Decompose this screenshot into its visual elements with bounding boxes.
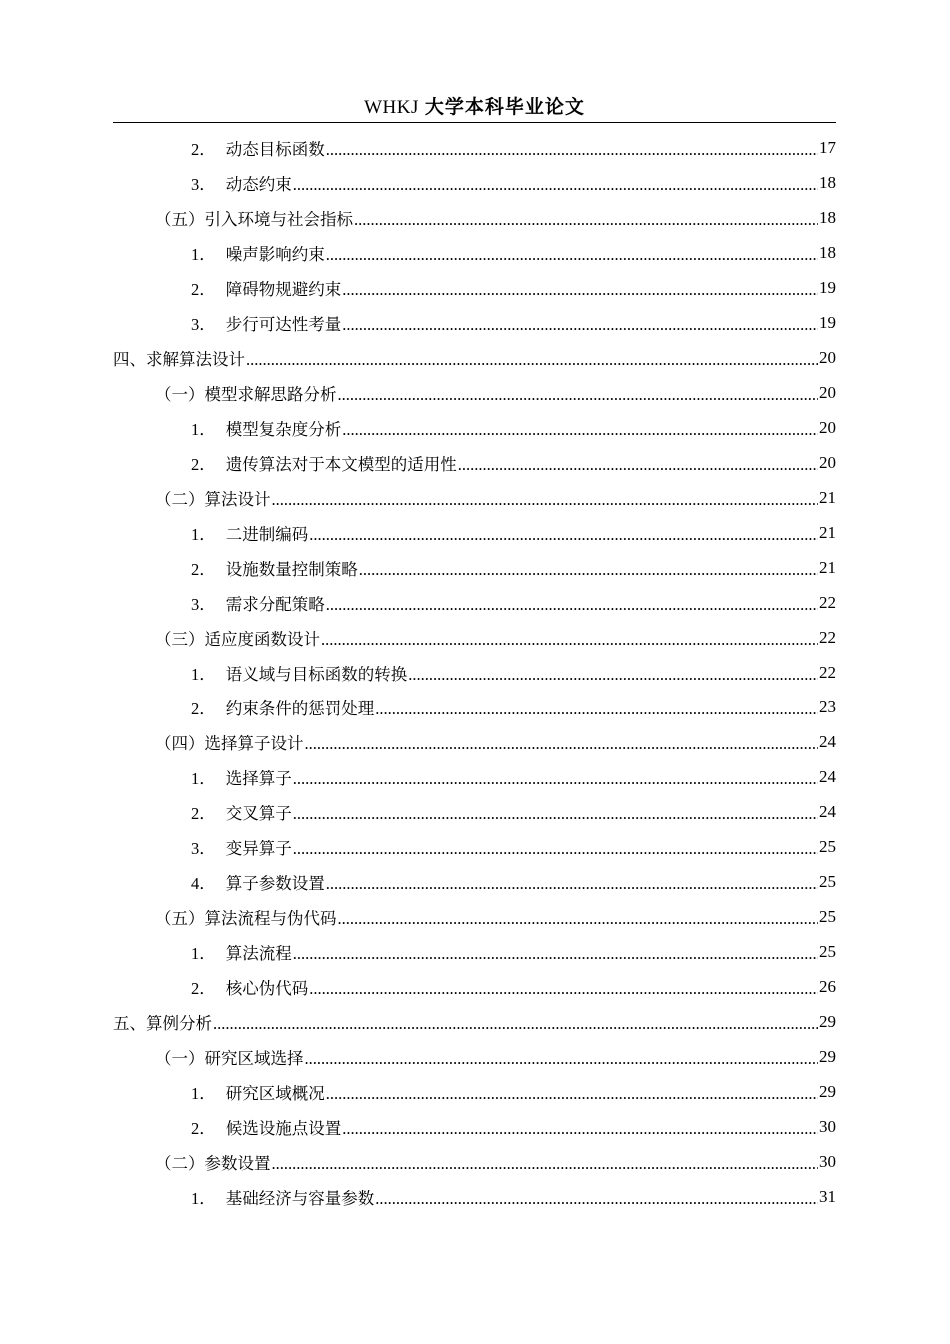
toc-entry[interactable] (113, 376, 836, 411)
toc-entry[interactable] (113, 1144, 836, 1179)
toc-entry-number: 1． (191, 419, 216, 439)
toc-dot-leader (338, 907, 819, 927)
toc-dot-leader (326, 1082, 818, 1102)
toc-entry-number: 2． (191, 140, 216, 160)
toc-entry[interactable] (113, 620, 836, 655)
toc-entry-text: 候选设施点设置 (225, 1118, 342, 1138)
toc-entry-number: 1． (191, 1083, 216, 1103)
toc-page-number: 24 (819, 767, 836, 787)
toc-entry-title (191, 556, 358, 580)
toc-dot-leader (246, 348, 818, 368)
toc-dot-leader (293, 837, 818, 857)
toc-page-number: 20 (819, 348, 836, 368)
toc-entry-title (191, 835, 292, 859)
toc-dot-leader (293, 942, 818, 962)
header-title-text: 大学本科毕业论文 (424, 96, 585, 118)
toc-page-number: 17 (819, 138, 836, 158)
toc-entry-text: 基础经济与容量参数 (225, 1188, 375, 1208)
toc-entry-title (191, 591, 325, 615)
toc-entry-title (191, 1185, 374, 1209)
toc-entry-text: （一）模型求解思路分析 (155, 385, 337, 405)
toc-entry-title (155, 1150, 271, 1174)
toc-entry-number: 1． (191, 769, 216, 789)
toc-entry-text: 遗传算法对于本文模型的适用性 (225, 454, 457, 474)
toc-page-number: 21 (819, 522, 836, 542)
toc-page-number: 29 (819, 1011, 836, 1031)
toc-entry-number: 1． (191, 245, 216, 265)
toc-entry-number: 3． (191, 315, 216, 335)
toc-entry-title (191, 661, 407, 685)
toc-page-number: 26 (819, 976, 836, 996)
toc-dot-leader (326, 243, 818, 263)
toc-entry-text: 噪声影响约束 (225, 245, 325, 265)
toc-entry[interactable] (113, 515, 836, 550)
toc-entry-title (191, 765, 292, 789)
toc-entry[interactable] (113, 341, 836, 376)
toc-entry-title (155, 381, 337, 405)
toc-page-number: 22 (819, 592, 836, 612)
toc-entry-title (113, 1010, 212, 1034)
toc-entry[interactable] (113, 1004, 836, 1039)
toc-entry[interactable] (113, 236, 836, 271)
toc-page-number: 20 (819, 417, 836, 437)
toc-entry-title (191, 975, 308, 999)
toc-page-number: 21 (819, 557, 836, 577)
toc-entry[interactable] (113, 760, 836, 795)
toc-page-number: 19 (819, 278, 836, 298)
toc-entry-title (191, 870, 325, 894)
toc-entry-title (155, 730, 304, 754)
toc-dot-leader (305, 732, 819, 752)
toc-dot-leader (213, 1012, 818, 1032)
toc-dot-leader (293, 767, 818, 787)
toc-entry[interactable] (113, 865, 836, 900)
toc-dot-leader (326, 138, 818, 158)
header-rule (113, 122, 836, 123)
toc-dot-leader (293, 173, 818, 193)
toc-entry-title (191, 171, 292, 195)
toc-entry-text: （五）引入环境与社会指标 (155, 210, 353, 230)
toc-dot-leader (272, 488, 819, 508)
toc-page-number: 30 (819, 1116, 836, 1136)
toc-entry-title (191, 451, 457, 475)
toc-entry[interactable] (113, 271, 836, 306)
toc-page-number: 18 (819, 208, 836, 228)
toc-entry-number: 4． (191, 874, 216, 894)
toc-dot-leader (293, 802, 818, 822)
toc-entry-number: 2． (191, 1118, 216, 1138)
toc-dot-leader (354, 208, 818, 228)
toc-entry-text: 核心伪代码 (225, 978, 309, 998)
toc-page-number: 22 (819, 627, 836, 647)
toc-entry[interactable] (113, 585, 836, 620)
toc-entry[interactable] (113, 725, 836, 760)
toc-entry[interactable] (113, 900, 836, 935)
toc-dot-leader (375, 1187, 818, 1207)
toc-entry-text: 语义域与目标函数的转换 (225, 664, 408, 684)
toc-entry[interactable] (113, 411, 836, 446)
toc-dot-leader (359, 558, 818, 578)
toc-entry-number: 1． (191, 944, 216, 964)
toc-entry[interactable] (113, 445, 836, 480)
toc-dot-leader (342, 313, 818, 333)
toc-entry-number: 1． (191, 524, 216, 544)
toc-entry-text: 模型复杂度分析 (225, 419, 342, 439)
toc-entry-title (191, 276, 341, 300)
toc-entry[interactable] (113, 1179, 836, 1214)
toc-entry-text: 四、求解算法设计 (113, 350, 245, 370)
toc-entry[interactable] (113, 970, 836, 1005)
toc-entry-text: 需求分配策略 (225, 594, 325, 614)
toc-entry-text: 变异算子 (225, 839, 292, 859)
toc-dot-leader (309, 523, 818, 543)
toc-entry-text: （二）参数设置 (155, 1153, 271, 1173)
toc-entry-number: 3． (191, 594, 216, 614)
toc-entry[interactable] (113, 1074, 836, 1109)
toc-dot-leader (305, 1047, 819, 1067)
toc-entry[interactable] (113, 795, 836, 830)
toc-dot-leader (272, 1152, 819, 1172)
toc-entry-title (191, 416, 341, 440)
page-header (113, 93, 836, 121)
toc-entry[interactable] (113, 131, 836, 166)
toc-entry-text: 算子参数设置 (225, 874, 325, 894)
toc-entry-title (155, 206, 353, 230)
toc-entry-number: 3． (191, 839, 216, 859)
toc-entry-title (191, 940, 292, 964)
toc-entry-title (155, 626, 320, 650)
toc-entry-number: 3． (191, 175, 216, 195)
toc-entry-title (155, 1045, 304, 1069)
toc-page-number: 25 (819, 942, 836, 962)
toc-entry-text: 设施数量控制策略 (225, 559, 358, 579)
toc-entry-number: 1． (191, 664, 216, 684)
toc-dot-leader (342, 278, 818, 298)
toc-entry[interactable] (113, 550, 836, 585)
toc-page-number: 24 (819, 802, 836, 822)
toc-entry[interactable] (113, 306, 836, 341)
toc-entry-title (191, 1080, 325, 1104)
toc-page-number: 20 (819, 452, 836, 472)
toc-entry-title (191, 521, 308, 545)
toc-entry-number: 2． (191, 559, 216, 579)
toc-page-number: 29 (819, 1046, 836, 1066)
toc-dot-leader (342, 418, 818, 438)
toc-entry-title (191, 800, 292, 824)
header-latin-text: WHKJ (364, 97, 419, 118)
toc-page-number: 18 (819, 243, 836, 263)
toc-dot-leader (342, 1117, 818, 1137)
toc-dot-leader (326, 872, 818, 892)
toc-entry-text: 二进制编码 (225, 524, 309, 544)
toc-entry-title (155, 486, 271, 510)
toc-entry[interactable] (113, 166, 836, 201)
toc-entry-text: 障碍物规避约束 (225, 280, 342, 300)
toc-entry-text: 算法流程 (225, 944, 292, 964)
toc-entry-title (113, 346, 245, 370)
toc-entry-number: 2． (191, 699, 216, 719)
toc-page-number: 30 (819, 1151, 836, 1171)
toc-entry-number: 2． (191, 978, 216, 998)
toc-entry[interactable] (113, 935, 836, 970)
toc-entry-number: 1． (191, 1188, 216, 1208)
toc-page-number: 25 (819, 837, 836, 857)
toc-entry-text: 约束条件的惩罚处理 (225, 699, 375, 719)
toc-entry-title (155, 905, 337, 929)
toc-entry-title (191, 136, 325, 160)
toc-entry-title (191, 241, 325, 265)
toc-entry-number: 2． (191, 454, 216, 474)
toc-page-number: 29 (819, 1081, 836, 1101)
toc-entry[interactable] (113, 201, 836, 236)
toc-page-number: 25 (819, 872, 836, 892)
toc-entry[interactable] (113, 1109, 836, 1144)
toc-entry[interactable] (113, 830, 836, 865)
toc-dot-leader (375, 697, 818, 717)
toc-entry-text: 步行可达性考量 (225, 315, 342, 335)
toc-page-number: 20 (819, 383, 836, 403)
toc-entry-text: 交叉算子 (225, 804, 292, 824)
toc-page-number: 23 (819, 697, 836, 717)
toc-dot-leader (408, 663, 818, 683)
toc-dot-leader (309, 977, 818, 997)
toc-entry-text: （二）算法设计 (155, 489, 271, 509)
toc-page-number: 31 (819, 1186, 836, 1206)
toc-dot-leader (321, 628, 818, 648)
toc-page-number: 19 (819, 313, 836, 333)
toc-entry-title (191, 311, 341, 335)
toc-page-number: 22 (819, 662, 836, 682)
toc-page-number: 24 (819, 732, 836, 752)
toc-entry-text: 动态目标函数 (225, 140, 325, 160)
toc-page-number: 18 (819, 173, 836, 193)
toc-entry-text: （三）适应度函数设计 (155, 629, 320, 649)
toc-entry-text: 五、算例分析 (113, 1013, 212, 1033)
toc-entry-text: （五）算法流程与伪代码 (155, 909, 337, 929)
toc-entry-number: 2． (191, 280, 216, 300)
toc-entry-text: 选择算子 (225, 769, 292, 789)
toc-entry[interactable] (113, 1039, 836, 1074)
toc-entry-title (191, 1115, 341, 1139)
toc-entry[interactable] (113, 690, 836, 725)
toc-entry-text: 研究区域概况 (225, 1083, 325, 1103)
toc-entry[interactable] (113, 480, 836, 515)
toc-dot-leader (326, 593, 818, 613)
toc-page-number: 25 (819, 907, 836, 927)
toc-dot-leader (458, 453, 818, 473)
toc-dot-leader (338, 383, 819, 403)
toc-page-number: 21 (819, 487, 836, 507)
toc-entry-number: 2． (191, 804, 216, 824)
toc-entry-text: （一）研究区域选择 (155, 1048, 304, 1068)
toc-entry-text: 动态约束 (225, 175, 292, 195)
toc-entry-text: （四）选择算子设计 (155, 734, 304, 754)
toc-entry[interactable] (113, 655, 836, 690)
toc-entry-title (191, 695, 374, 719)
table-of-contents (113, 131, 836, 1214)
